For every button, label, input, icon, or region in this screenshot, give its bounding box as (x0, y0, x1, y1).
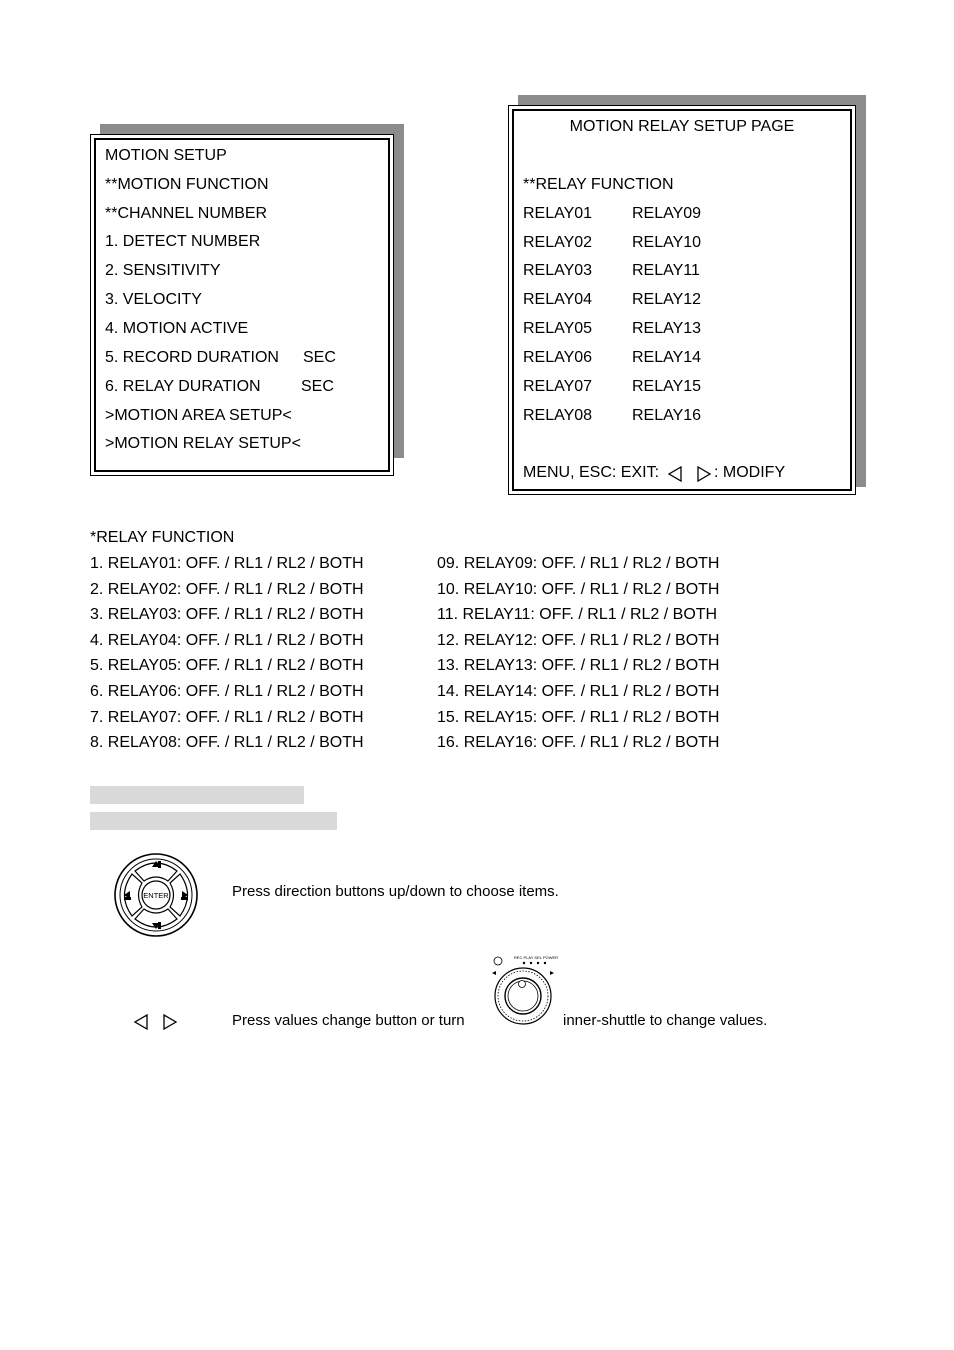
relay-function-item: 09. RELAY09: OFF. / RL1 / RL2 / BOTH (437, 555, 720, 572)
relay-label: RELAY03 (523, 262, 593, 279)
menu-item-motion-active: 4. MOTION ACTIVE (105, 320, 249, 337)
relay-function-item: 16. RELAY16: OFF. / RL1 / RL2 / BOTH (437, 734, 720, 751)
menu-item-sensitivity: 2. SENSITIVITY (105, 262, 221, 279)
right-triangle-icon (162, 1014, 178, 1030)
menu-item-velocity: 3. VELOCITY (105, 291, 202, 308)
relay-function-item: 1. RELAY01: OFF. / RL1 / RL2 / BOTH (90, 555, 364, 572)
relay-function-item: 10. RELAY10: OFF. / RL1 / RL2 / BOTH (437, 581, 720, 598)
relay-function-item: 8. RELAY08: OFF. / RL1 / RL2 / BOTH (90, 734, 364, 751)
right-triangle-icon (696, 466, 712, 482)
left-triangle-icon (133, 1014, 149, 1030)
value-instruction-part2: inner-shuttle to change values. (563, 1012, 768, 1029)
motion-setup-title: MOTION SETUP (105, 147, 227, 164)
relay-label: RELAY08 (523, 407, 593, 424)
relay-label: RELAY06 (523, 349, 593, 366)
relay-function-item: 7. RELAY07: OFF. / RL1 / RL2 / BOTH (90, 709, 364, 726)
relay-label: RELAY07 (523, 378, 593, 395)
menu-item-channel-number: **CHANNEL NUMBER (105, 205, 268, 222)
relay-page-footer-exit: MENU, ESC: EXIT: (523, 464, 660, 481)
direction-pad-icon (113, 851, 199, 939)
relay-label: RELAY01 (523, 205, 593, 222)
enter-label: ENTER (143, 891, 169, 900)
relay-function-item: 12. RELAY12: OFF. / RL1 / RL2 / BOTH (437, 632, 720, 649)
relay-label: RELAY10 (632, 234, 702, 251)
relay-function-item: 6. RELAY06: OFF. / RL1 / RL2 / BOTH (90, 683, 364, 700)
relay-function-heading: *RELAY FUNCTION (90, 529, 235, 546)
menu-item-record-duration: 5. RECORD DURATION (105, 349, 279, 366)
highlight-bar (90, 786, 304, 804)
relay-page-heading: **RELAY FUNCTION (523, 176, 674, 193)
relay-function-item: 13. RELAY13: OFF. / RL1 / RL2 / BOTH (437, 657, 720, 674)
relay-label: RELAY02 (523, 234, 593, 251)
menu-item-relay-duration: 6. RELAY DURATION (105, 378, 261, 395)
relay-duration-unit: SEC (301, 378, 334, 395)
relay-label: RELAY11 (632, 262, 700, 279)
left-triangle-icon (667, 466, 683, 482)
relay-label: RELAY05 (523, 320, 593, 337)
relay-function-item: 15. RELAY15: OFF. / RL1 / RL2 / BOTH (437, 709, 720, 726)
jog-shuttle-icon (490, 953, 558, 1029)
menu-item-motion-relay-setup: >MOTION RELAY SETUP< (105, 435, 301, 452)
direction-instruction: Press direction buttons up/down to choose items. (232, 883, 559, 900)
relay-function-item: 4. RELAY04: OFF. / RL1 / RL2 / BOTH (90, 632, 364, 649)
menu-item-motion-function: **MOTION FUNCTION (105, 176, 269, 193)
relay-page-title: MOTION RELAY SETUP PAGE (569, 118, 795, 135)
relay-page-footer-modify: : MODIFY (714, 464, 786, 481)
menu-item-detect-number: 1. DETECT NUMBER (105, 233, 261, 250)
motion-setup-menu (90, 124, 404, 466)
menu-item-motion-area-setup: >MOTION AREA SETUP< (105, 407, 292, 424)
relay-function-item: 5. RELAY05: OFF. / RL1 / RL2 / BOTH (90, 657, 364, 674)
relay-label: RELAY14 (632, 349, 702, 366)
relay-label: RELAY12 (632, 291, 702, 308)
value-instruction-part1: Press values change button or turn (232, 1012, 465, 1029)
relay-label: RELAY04 (523, 291, 593, 308)
relay-function-item: 14. RELAY14: OFF. / RL1 / RL2 / BOTH (437, 683, 720, 700)
relay-label: RELAY09 (632, 205, 702, 222)
relay-label: RELAY13 (632, 320, 702, 337)
relay-function-item: 3. RELAY03: OFF. / RL1 / RL2 / BOTH (90, 606, 364, 623)
relay-function-item: 2. RELAY02: OFF. / RL1 / RL2 / BOTH (90, 581, 364, 598)
relay-label: RELAY15 (632, 378, 702, 395)
highlight-bar (90, 812, 337, 830)
record-duration-unit: SEC (303, 349, 336, 366)
relay-label: RELAY16 (632, 407, 702, 424)
motion-relay-setup-menu (508, 95, 866, 495)
relay-function-item: 11. RELAY11: OFF. / RL1 / RL2 / BOTH (437, 606, 718, 623)
shuttle-button-labels: REC PLAY SEL POWER (513, 955, 558, 960)
